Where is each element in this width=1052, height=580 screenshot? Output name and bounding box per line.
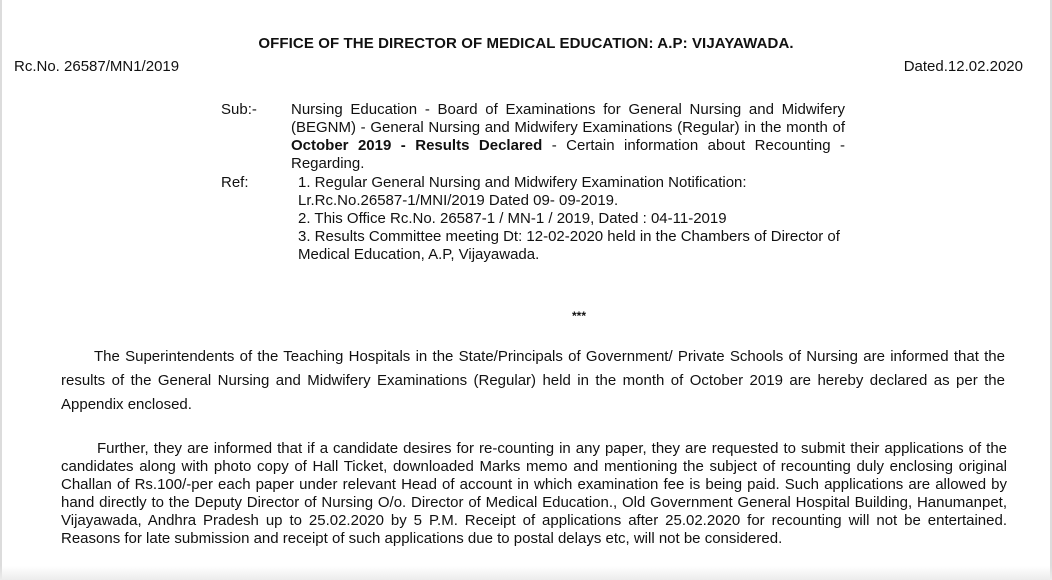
reference-item: 1. Regular General Nursing and Midwifery Examination Notification: Lr.Rc.No.26587-1/MNI/2019 Dated 09- 09-2019.	[298, 174, 747, 209]
page-left-edge	[0, 0, 2, 580]
page-bottom-shadow	[0, 566, 1052, 580]
subject-text	[291, 101, 845, 173]
body-paragraph-results: The Superintendents of the Teaching Hospitals in the State/Principals of Government/ Private Schools of Nursing are informed that the results of the General Nursing and Midwifery Examinations (Regular) held in the month of October 2019 are hereby declared as per the Appendix enclosed.	[61, 348, 1005, 413]
reference-label: Ref:	[221, 174, 249, 191]
section-separator: ***	[571, 309, 586, 323]
reference-item: 2. This Office Rc.No. 26587-1 / MN-1 / 2019, Dated : 04-11-2019	[298, 210, 727, 227]
subject-text-bold: October 2019 - Results Declared	[291, 137, 543, 154]
subject-label: Sub:-	[221, 101, 257, 118]
subject-text-part1: Nursing Education - Board of Examinations for General Nursing and Midwifery (BEGNM) - General Nursing and Midwifery Examinations (Regular) in the month of	[291, 101, 845, 136]
office-title: OFFICE OF THE DIRECTOR OF MEDICAL EDUCATION: A.P: VIJAYAWADA.	[258, 35, 794, 52]
body-paragraph-recounting: Further, they are informed that if a candidate desires for re-counting in any paper, they are requested to submit their applications of the candidates along with photo copy of Hall Ticket, downloaded Marks memo and mentioning the subject of recounting duly enclosing original Challan of Rs.100/-per each paper under relevant Head of account in which examination fee is being paid. Such applications are allowed by hand directly to the Deputy Director of Nursing O/o. Director of Medical Education., Old Government General Hospital Building, Hanumanpet, Vijayawada, Andhra Pradesh up to 25.02.2020 by 5 P.M. Receipt of applications after 25.02.2020 for recounting will not be entertained. Reasons for late submission and receipt of such applications due to postal delays etc, will not be considered.	[61, 440, 1007, 547]
reference-item: 3. Results Committee meeting Dt: 12-02-2020 held in the Chambers of Director of Medical Education, A.P, Vijayawada.	[298, 228, 840, 263]
subject-text-part2: - Certain information about Recounting - Regarding.	[291, 137, 845, 172]
reference-number: Rc.No. 26587/MN1/2019	[14, 58, 180, 75]
document-date: Dated.12.02.2020	[903, 58, 1023, 75]
reference-list	[298, 174, 858, 264]
